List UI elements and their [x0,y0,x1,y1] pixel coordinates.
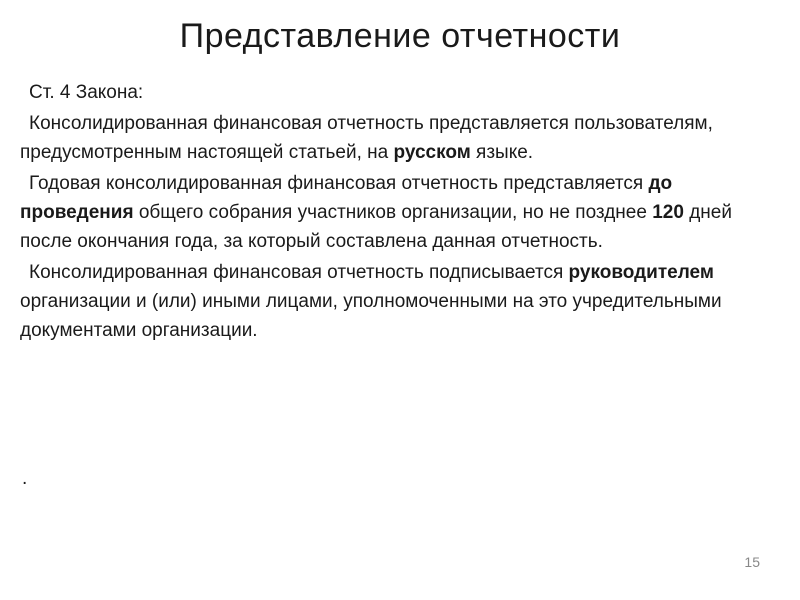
paragraph-signature-text-2: организации и (или) иными лицами, уполномоченными на это учредительными документами организации. [20,291,722,341]
law-reference: Ст. 4 Закона: [29,82,144,103]
slide-title: Представление отчетности [179,17,621,55]
paragraph-language-text-1: Консолидированная финансовая отчетность представляется пользователям, предусмотренным настоящей статьей, на [20,113,713,163]
paragraph-language [20,109,780,167]
highlight-days-count: 120 [652,202,684,223]
paragraph-deadline-text-3: дней после окончания года, за который составлена данная отчетность. [20,202,732,252]
paragraph-language-text-2: языке. [470,142,534,163]
paragraph-deadline [20,169,780,256]
paragraph-deadline-text-2: общего собрания участников организации, но не позднее [133,202,653,223]
paragraph-signature [20,258,780,345]
paragraph-signature-text-1: Консолидированная финансовая отчетность подписывается [29,262,569,283]
highlight-russian: русском [393,142,471,163]
trailing-dot: . [22,468,28,489]
highlight-before-meeting: до проведения [20,173,673,223]
paragraph-deadline-text-1: Годовая консолидированная финансовая отчетность представляется [29,173,649,194]
slide-body [20,78,780,345]
highlight-head: руководителем [568,262,714,283]
page-number: 15 [744,554,760,570]
